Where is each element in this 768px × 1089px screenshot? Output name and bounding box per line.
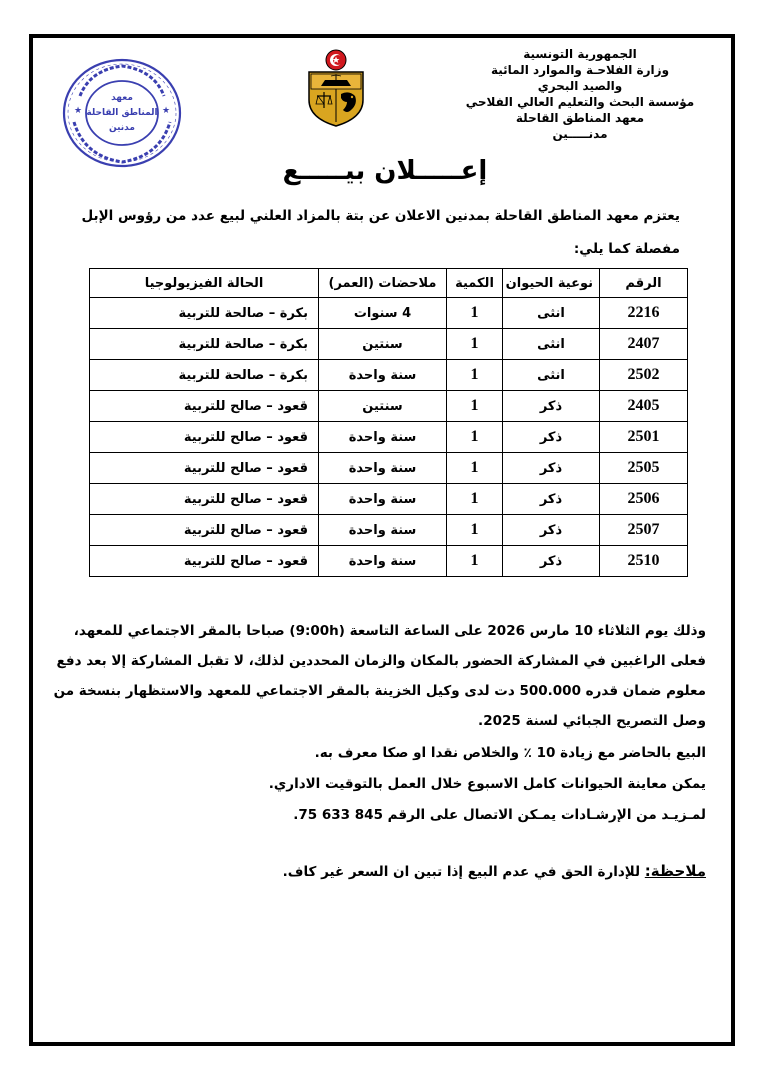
- cell-age: 4 سنوات: [319, 298, 447, 329]
- cell-number: 2501: [600, 422, 688, 453]
- cell-type: انثى: [503, 298, 600, 329]
- cell-type: ذكر: [503, 453, 600, 484]
- note-label: ملاحظة:: [644, 862, 706, 880]
- announcement-body: [53, 616, 706, 831]
- cell-number: 2507: [600, 515, 688, 546]
- camels-table: [89, 268, 688, 577]
- cell-age: سنة واحدة: [319, 546, 447, 577]
- cell-type: ذكر: [503, 515, 600, 546]
- table-row: [90, 484, 688, 515]
- table-row: [90, 391, 688, 422]
- cell-quantity: 1: [447, 422, 503, 453]
- cell-age: سنة واحدة: [319, 484, 447, 515]
- header-line: والصيد البحري: [537, 79, 623, 93]
- cell-type: ذكر: [503, 422, 600, 453]
- cell-quantity: 1: [447, 546, 503, 577]
- header-line: مدنـــــين: [552, 127, 608, 141]
- paragraph-line: معلوم ضمان قدره 500.000 دت لدى وكيل الخزينة بالمقر الاجتماعي للمعهد والاستظهار بنسخة من: [53, 683, 706, 699]
- header-line: وزارة الفلاحـة والموارد المائية: [490, 63, 670, 77]
- note: [283, 862, 706, 880]
- sale-conditions-paragraph: [66, 738, 706, 831]
- cell-number: 2502: [600, 360, 688, 391]
- table-row: [90, 515, 688, 546]
- table-row: [90, 453, 688, 484]
- column-header-quantity: الكمية: [447, 269, 503, 298]
- cell-condition: قعود – صالح للتربية: [90, 546, 319, 577]
- header-line: معهد المناطق القاحلة: [515, 111, 645, 125]
- cell-age: سنة واحدة: [319, 360, 447, 391]
- column-header-number: الرقم: [600, 269, 688, 298]
- cell-age: سنتين: [319, 329, 447, 360]
- cell-condition: قعود – صالح للتربية: [90, 515, 319, 546]
- column-header-condition: الحالة الفيزيولوجيا: [90, 269, 319, 298]
- cell-condition: قعود – صالح للتربية: [90, 391, 319, 422]
- table-row: [90, 546, 688, 577]
- cell-type: ذكر: [503, 484, 600, 515]
- cell-type: ذكر: [503, 546, 600, 577]
- column-header-animal-type: نوعية الحيوان: [503, 269, 600, 298]
- cell-age: سنة واحدة: [319, 422, 447, 453]
- cell-age: سنة واحدة: [319, 515, 447, 546]
- header-line: مؤسسة البحث والتعليم العالي الفلاحي: [465, 95, 695, 109]
- cell-number: 2505: [600, 453, 688, 484]
- table-row: [90, 360, 688, 391]
- cell-condition: بكرة – صالحة للتربية: [90, 329, 319, 360]
- cell-number: 2506: [600, 484, 688, 515]
- cell-quantity: 1: [447, 329, 503, 360]
- cell-condition: بكرة – صالحة للتربية: [90, 298, 319, 329]
- cell-age: سنة واحدة: [319, 453, 447, 484]
- cell-type: ذكر: [503, 391, 600, 422]
- cell-quantity: 1: [447, 515, 503, 546]
- table-row: [90, 298, 688, 329]
- table-row: [90, 422, 688, 453]
- header-line: الجمهورية التونسية: [523, 47, 637, 61]
- intro-text: [80, 200, 680, 266]
- cell-age: سنتين: [319, 391, 447, 422]
- cell-condition: قعود – صالح للتربية: [90, 453, 319, 484]
- table-header-row: [90, 269, 688, 298]
- cell-quantity: 1: [447, 453, 503, 484]
- svg-text:المناطق القاحلة: المناطق القاحلة: [86, 108, 158, 118]
- cell-quantity: 1: [447, 298, 503, 329]
- paragraph-line: البيع بالحاضر مع زيادة 10 ٪ والخلاص نقدا او صكا معرف به.: [314, 745, 706, 761]
- cell-type: انثى: [503, 329, 600, 360]
- cell-condition: قعود – صالح للتربية: [90, 484, 319, 515]
- svg-text:مدنين: مدنين: [109, 123, 135, 133]
- paragraph-line: وذلك يوم الثلاثاء 10 مارس 2026 على الساعة التاسعة (9:00h) صباحا بالمقر الاجتماعي للمعهد،: [73, 623, 706, 639]
- coat-of-arms-emblem: [303, 48, 369, 128]
- intro-line: مفصلة كما يلي:: [573, 241, 680, 257]
- column-header-age: ملاحضات (العمر): [319, 269, 447, 298]
- cell-number: 2407: [600, 329, 688, 360]
- cell-quantity: 1: [447, 391, 503, 422]
- svg-text:★: ★: [74, 106, 83, 116]
- announcement-title: إعـــــلان بيـــــع: [282, 156, 488, 186]
- paragraph-line: لمـزيـد من الإرشـادات يمـكن الاتصال على الرقم 845 633 75.: [293, 807, 706, 823]
- cell-condition: قعود – صالح للتربية: [90, 422, 319, 453]
- cell-condition: بكرة – صالحة للتربية: [90, 360, 319, 391]
- paragraph-line: فعلى الراغبين في المشاركة الحضور بالمكان والزمان المحددين لذلك، لا تقبل المشاركة إلا بعد دفع: [56, 653, 706, 669]
- svg-text:معهد: معهد: [111, 93, 133, 103]
- ministry-header: [450, 46, 710, 142]
- cell-type: انثى: [503, 360, 600, 391]
- auction-details-paragraph: [53, 616, 706, 736]
- note-text: للإدارة الحق في عدم البيع إذا تبين ان السعر غير كاف.: [282, 864, 645, 880]
- svg-text:★: ★: [162, 106, 171, 116]
- institute-stamp: [60, 56, 184, 170]
- paragraph-line: وصل التصريح الجبائي لسنة 2025.: [478, 713, 706, 729]
- table-row: [90, 329, 688, 360]
- cell-number: 2405: [600, 391, 688, 422]
- cell-quantity: 1: [447, 360, 503, 391]
- paragraph-line: يمكن معاينة الحيوانات كامل الاسبوع خلال العمل بالتوقيت الاداري.: [268, 776, 706, 792]
- intro-line: يعتزم معهد المناطق القاحلة بمدنين الاعلان عن بتة بالمزاد العلني لبيع عدد من رؤوس الإبل: [81, 208, 680, 224]
- cell-number: 2510: [600, 546, 688, 577]
- cell-quantity: 1: [447, 484, 503, 515]
- cell-number: 2216: [600, 298, 688, 329]
